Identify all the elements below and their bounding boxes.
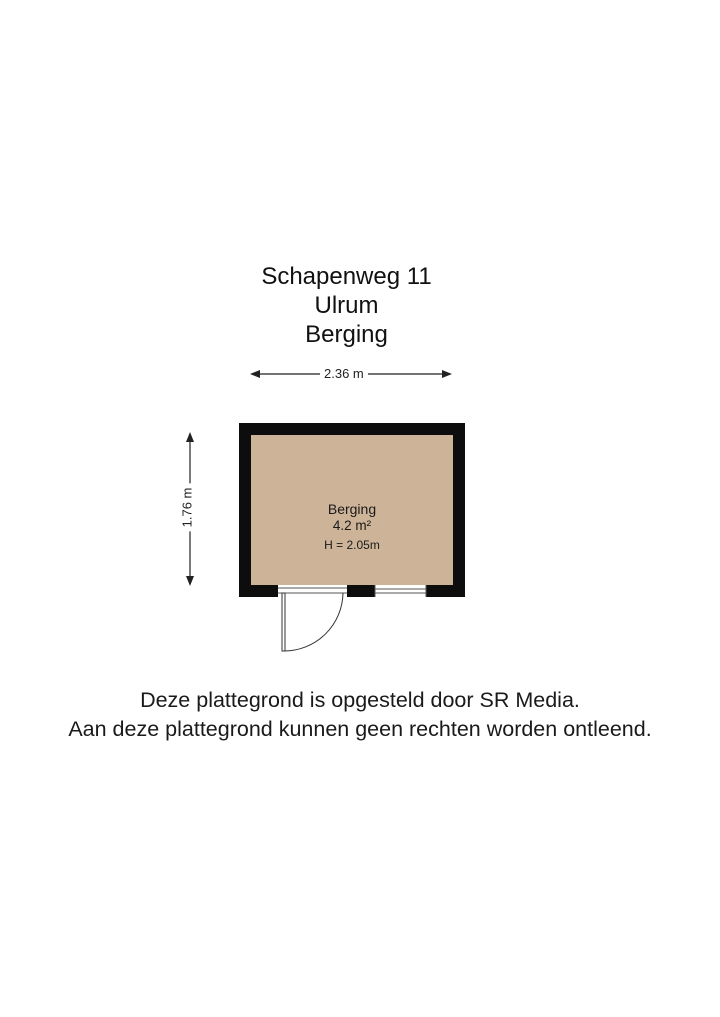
window-opening [375, 585, 426, 597]
room-name-label: Berging [327, 501, 377, 517]
address-title: Schapenweg 11 [261, 263, 432, 290]
city-title: Ulrum [314, 292, 379, 319]
disclaimer-line-1: Deze plattegrond is opgesteld door SR Media. [140, 688, 580, 712]
disclaimer [0, 686, 720, 744]
width-dimension-label: 2.36 m [320, 366, 368, 381]
ceiling-height-label: H = 2.05m [324, 538, 380, 552]
arrow-right-icon [442, 370, 452, 378]
door-swing-arc [284, 593, 343, 651]
door-opening [278, 585, 347, 597]
arrow-down-icon [186, 576, 194, 586]
arrow-left-icon [250, 370, 260, 378]
plan-name-title: Berging [305, 321, 388, 348]
height-dimension-label: 1.76 m [179, 484, 194, 532]
room-area-label: 4.2 m² [332, 518, 372, 533]
arrow-up-icon [186, 432, 194, 442]
disclaimer-line-2: Aan deze plattegrond kunnen geen rechten worden ontleend. [68, 717, 652, 741]
door-leaf [282, 593, 285, 651]
